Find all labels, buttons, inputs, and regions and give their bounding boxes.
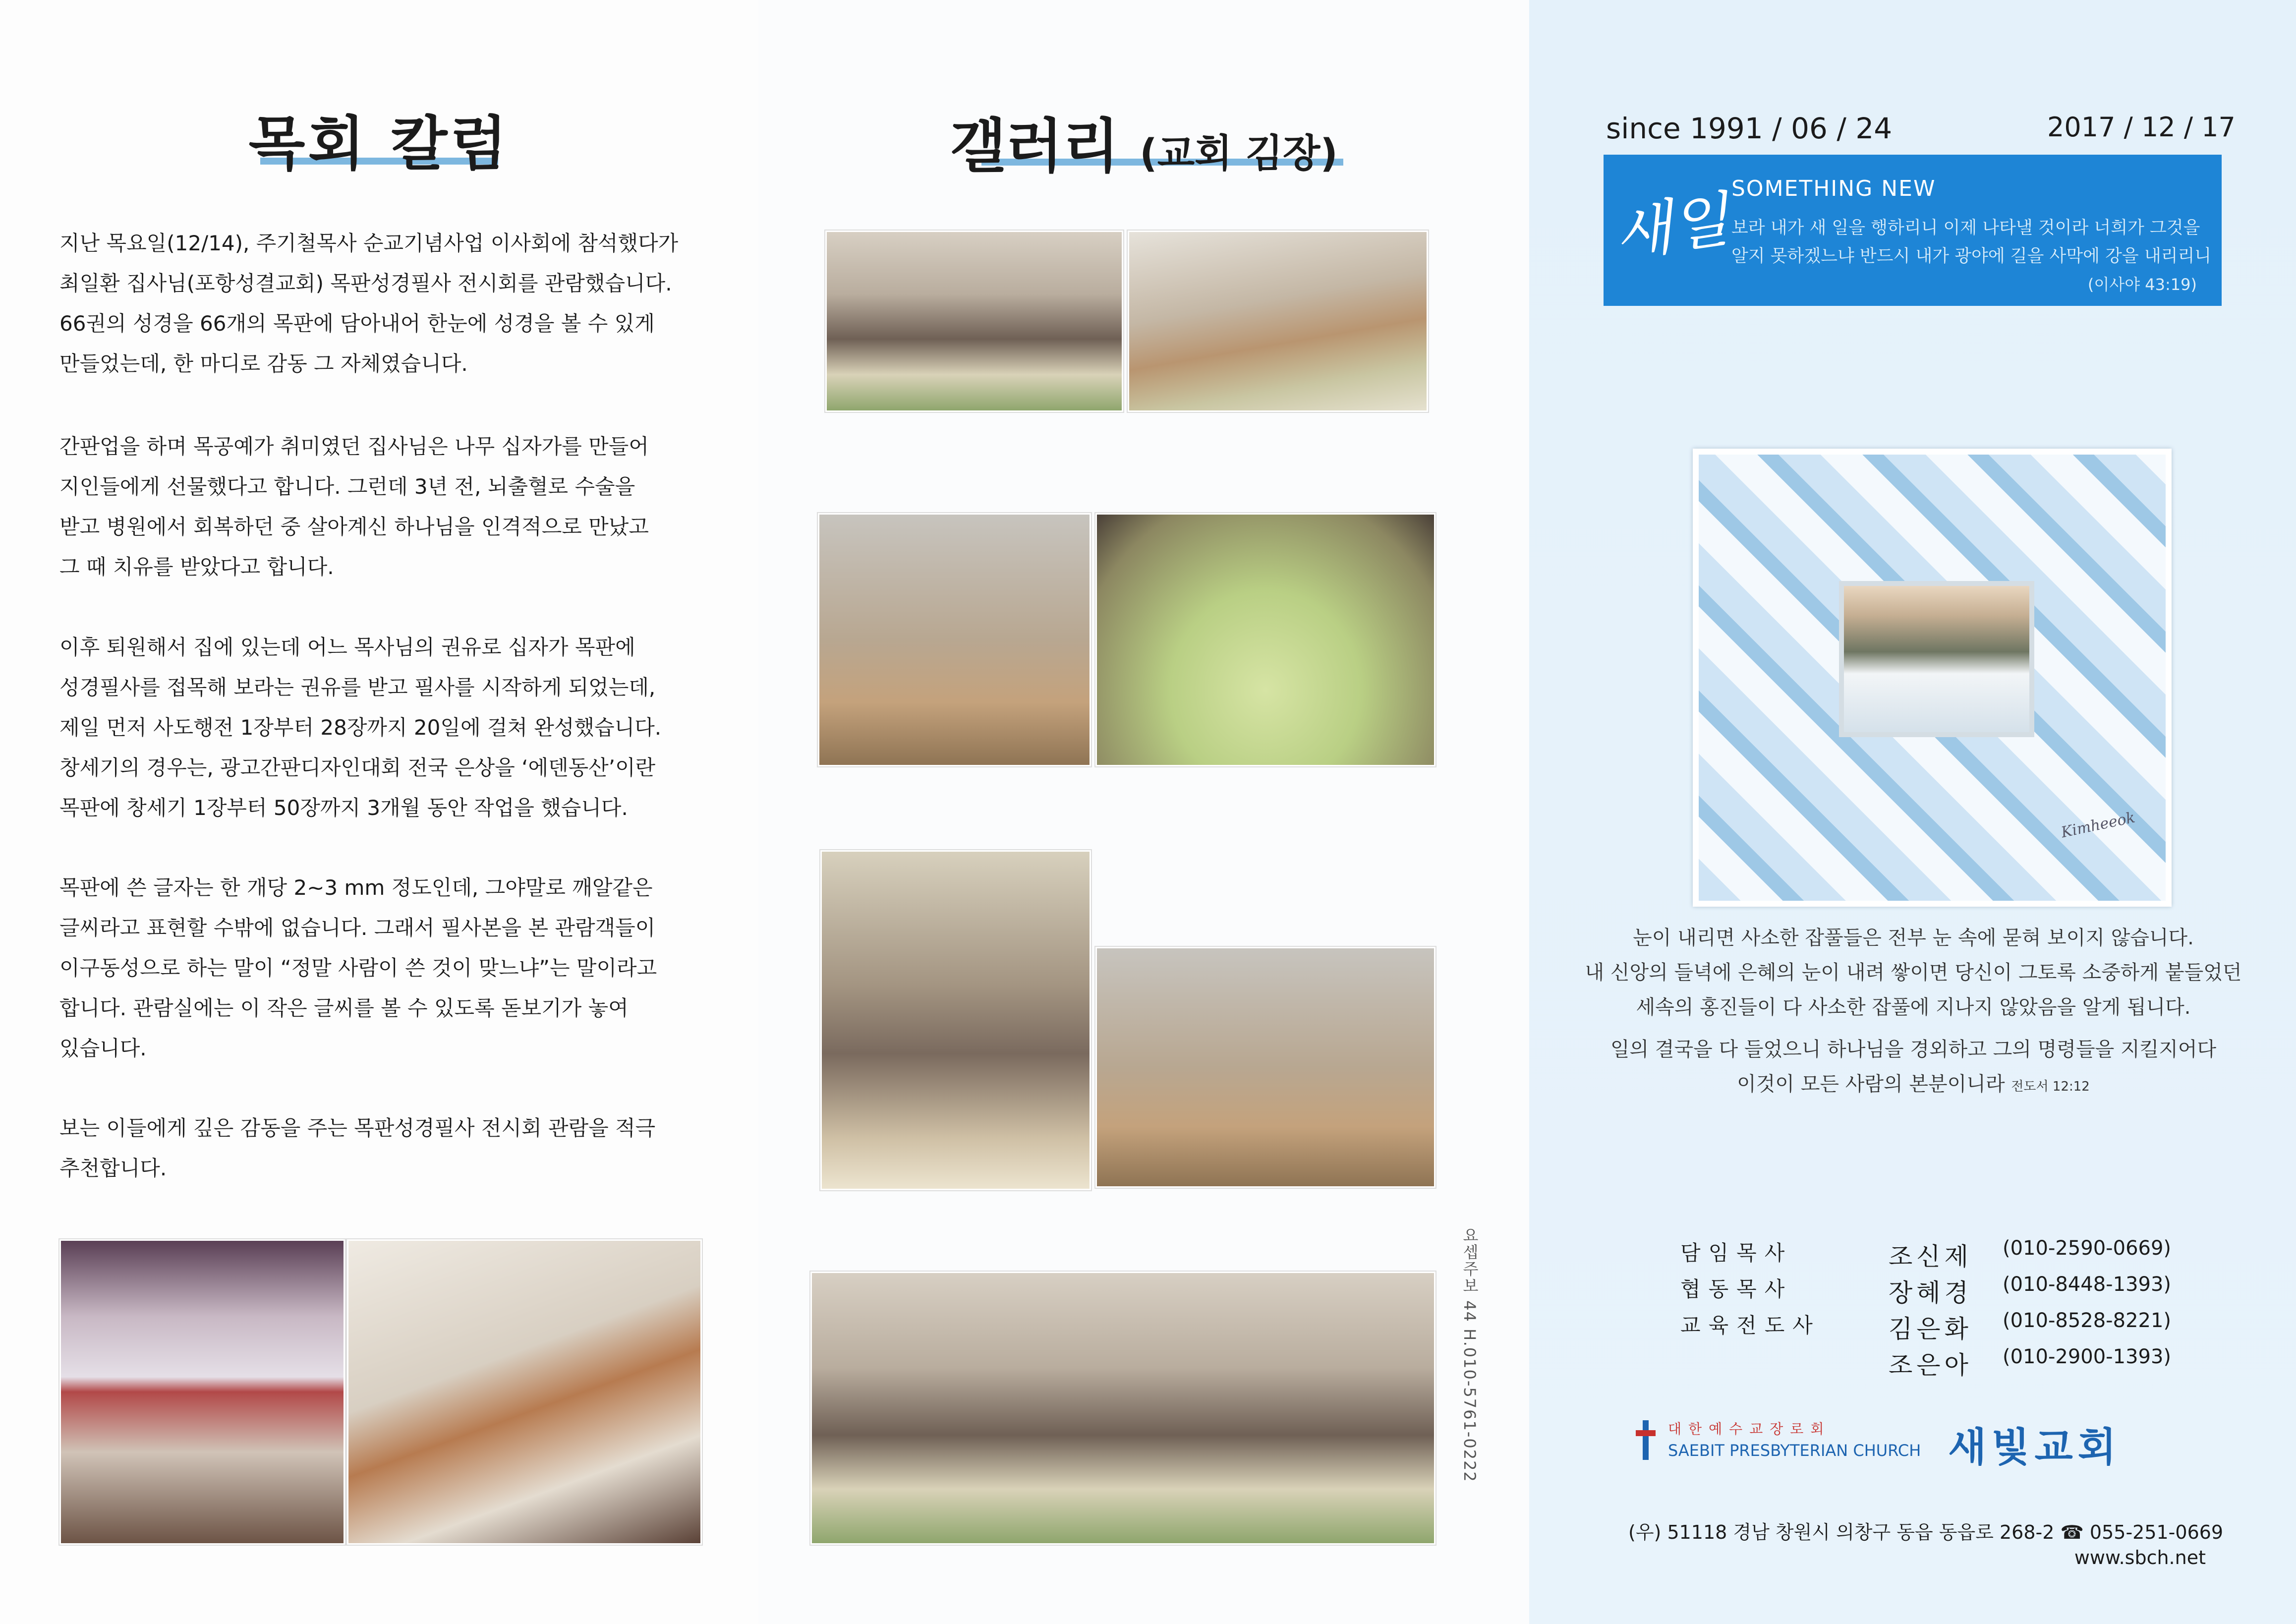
snow-landscape-image	[1839, 581, 2034, 737]
staff-phone: (010-8528-8221)	[2003, 1309, 2172, 1332]
text-line: 추천합니다.	[59, 1156, 167, 1180]
staff-row	[1680, 1237, 2206, 1274]
gallery-photo	[1095, 513, 1435, 766]
staff-name: 조은아	[1889, 1351, 1972, 1380]
staff-role: 담임목사	[1680, 1241, 1793, 1265]
church-website[interactable]: www.sbch.net	[2074, 1547, 2206, 1568]
text-line: 지인들에게 선물했다고 합니다. 그런데 3년 전, 뇌출혈로 수술을	[59, 474, 635, 499]
text-line: 성경필사를 접목해 보라는 권유를 받고 필사를 시작하게 되었는데,	[59, 675, 656, 699]
winter-painting-artwork	[1693, 449, 2172, 907]
since-label: since	[1606, 112, 1681, 145]
staff-name: 조신제	[1889, 1242, 1972, 1271]
text-line: 받고 병원에서 회복하던 중 살아계신 하나님을 인격적으로 만났고	[59, 515, 649, 539]
text-line: 이후 퇴원해서 집에 있는데 어느 목사님의 권유로 십자가 목판에	[59, 635, 635, 659]
banner-verse-line: 보라 내가 새 일을 행하리니 이제 나타낼 것이라 너희가 그것을	[1731, 218, 2200, 238]
gallery-photo	[818, 513, 1091, 766]
gallery-photo	[820, 850, 1091, 1190]
since-date	[1606, 112, 1892, 145]
since-value: 1991 / 06 / 24	[1690, 112, 1893, 145]
column-paragraph-1	[59, 223, 704, 384]
text-line: 지난 목요일(12/14), 주기철목사 순교기념사업 이사회에 참석했다가	[59, 231, 679, 255]
text-line: 제일 먼저 사도행전 1장부터 28장까지 20일에 걸쳐 완성했습니다.	[59, 715, 662, 740]
banner-verse-line: 알지 못하겠느냐 반드시 내가 광야에 길을 사막에 강을 내리리니	[1731, 246, 2212, 266]
text-line: 있습니다.	[59, 1036, 147, 1060]
staff-name: 김은화	[1889, 1315, 1972, 1343]
meditation-line: 눈이 내리면 사소한 잡풀들은 전부 눈 속에 묻혀 보이지 않습니다.	[1633, 927, 2194, 949]
staff-row	[1680, 1309, 2206, 1346]
staff-phone: (010-2590-0669)	[2003, 1237, 2172, 1260]
meditation-line: 일의 결국을 다 들었으니 하나님을 경외하고 그의 명령들을 지킬지어다	[1610, 1038, 2217, 1061]
staff-phone: (010-8448-1393)	[2003, 1273, 2172, 1296]
text-line: 글씨라고 표현할 수밖에 없습니다. 그래서 필사본을 본 관람객들이	[59, 916, 656, 940]
gallery-panel	[758, 0, 1529, 1624]
text-line: 그 때 치유를 받았다고 합니다.	[59, 555, 334, 579]
denomination: 대한예수교장로회	[1668, 1421, 1831, 1437]
pastor-column-panel	[0, 0, 758, 1624]
staff-phone: (010-2900-1393)	[2003, 1345, 2172, 1368]
staff-row	[1680, 1273, 2206, 1310]
gallery-title-text: 갤러리	[950, 112, 1119, 180]
column-paragraph-2	[59, 426, 704, 587]
staff-row	[1680, 1345, 2206, 1382]
sidebar-contact: 요셉주보 44 H.010-5761-0222	[1460, 1227, 1479, 1483]
text-line: 합니다. 관람실에는 이 작은 글씨를 볼 수 있도록 돋보기가 놓여	[59, 996, 629, 1020]
exhibition-wood-crosses-photo	[347, 1239, 702, 1545]
gallery-subtitle: (교회 김장)	[1140, 131, 1338, 176]
text-line: 창세기의 경우는, 광고간판디자인대회 전국 은상을 ‘에덴동산’이란	[59, 755, 656, 780]
church-logo-block	[1636, 1415, 2240, 1470]
cross-icon	[1636, 1420, 1656, 1460]
church-address: (우) 51118 경남 창원시 의창구 동읍 동읍로 268-2 ☎ 055-251-0669	[1628, 1521, 2224, 1543]
gallery-photo	[1128, 231, 1428, 412]
text-line: 간판업을 하며 목공예가 취미였던 집사님은 나무 십자가를 만들어	[59, 434, 649, 459]
text-line: 최일환 집사님(포항성결교회) 목판성경필사 전시회를 관람했습니다.	[59, 271, 672, 295]
meditation-closing	[1537, 1068, 2290, 1097]
church-korean-name: 새빛교회	[1948, 1424, 2122, 1470]
bulletin-date: 2017 / 12 / 17	[2047, 112, 2236, 143]
column-paragraph-4	[59, 868, 704, 1068]
artist-signature: Kimheeok	[2060, 809, 2137, 842]
banner-verse-reference: (이사야 43:19)	[2087, 275, 2197, 294]
banner-heading: SOMETHING NEW	[1731, 176, 1936, 201]
column-paragraph-5	[59, 1108, 704, 1188]
text-line: 목판에 창세기 1장부터 50장까지 3개월 동안 작업을 했습니다.	[59, 796, 628, 820]
saeil-logo: 새일	[1609, 185, 1733, 270]
gallery-photo	[810, 1272, 1435, 1545]
text-line: 목판에 쓴 글자는 한 개당 2~3 mm 정도인데, 그야말로 깨알같은	[59, 875, 653, 900]
text-line: 보는 이들에게 깊은 감동을 주는 목판성경필사 전시회 관람을 적극	[59, 1116, 656, 1140]
staff-role: 교육전도사	[1680, 1313, 1821, 1337]
meditation-line: 세속의 홍진들이 다 사소한 잡풀에 지나지 않았음을 알게 됩니다.	[1636, 996, 2191, 1019]
staff-role: 협동목사	[1680, 1277, 1793, 1301]
column-title: 목회 칼럼	[248, 110, 510, 178]
exhibition-poster-photo	[59, 1239, 345, 1545]
staff-name: 장혜경	[1889, 1278, 1972, 1307]
meditation-reference: 전도서 12:12	[2011, 1079, 2090, 1094]
text-line: 66권의 성경을 66개의 목판에 담아내어 한눈에 성경을 볼 수 있게	[59, 311, 655, 336]
text-line: 만들었는데, 한 마디로 감동 그 자체였습니다.	[59, 351, 468, 376]
meditation-line: 이것이 모든 사람의 본분이니라	[1737, 1073, 2005, 1096]
column-paragraph-3	[59, 627, 704, 828]
church-english-name: SAEBIT PRESBYTERIAN CHURCH	[1668, 1441, 1921, 1460]
meditation-line: 내 신앙의 들녁에 은혜의 눈이 내려 쌓이면 당신이 그토록 소중하게 붙들었던	[1585, 961, 2242, 984]
gallery-photo	[1095, 947, 1435, 1188]
something-new-banner	[1604, 155, 2222, 306]
text-line: 이구동성으로 하는 말이 “정말 사람이 쓴 것이 맞느냐”는 말이라고	[59, 956, 657, 980]
gallery-title	[758, 99, 1529, 183]
gallery-photo	[825, 231, 1123, 412]
